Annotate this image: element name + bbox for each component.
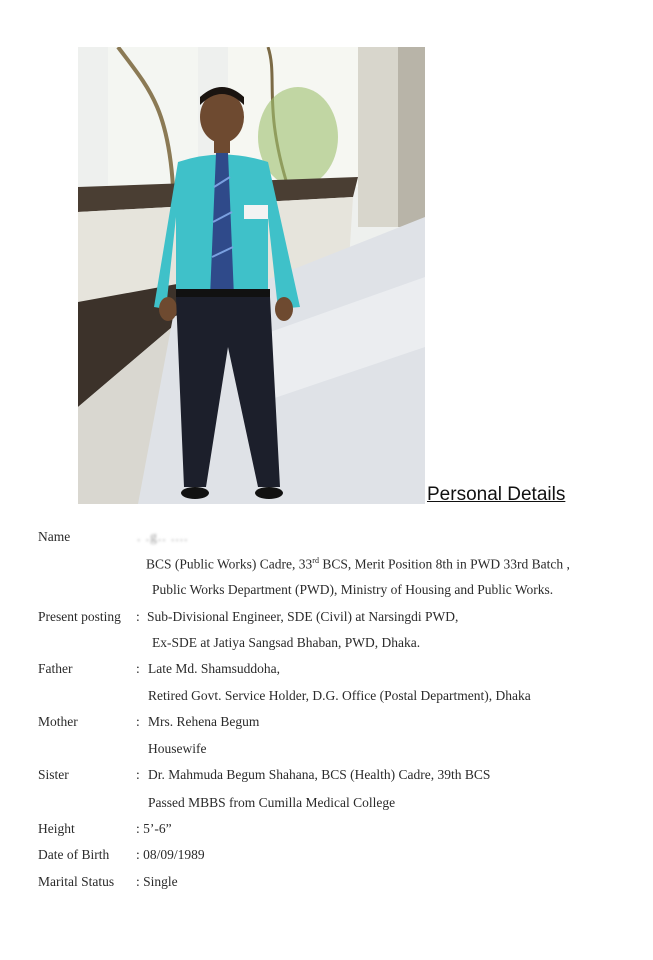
- posting-line-1: Sub-Divisional Engineer, SDE (Civil) at Narsingdi PWD,: [147, 609, 459, 624]
- dob-value: : 08/09/1989: [136, 847, 205, 862]
- mother-line-1: Mrs. Rehena Begum: [148, 714, 260, 729]
- father-line-1: Late Md. Shamsuddoha,: [148, 661, 280, 676]
- sister-colon: :: [136, 767, 140, 782]
- posting-label: Present posting: [38, 609, 121, 624]
- height-label: Height: [38, 821, 75, 836]
- section-heading: Personal Details: [427, 484, 566, 505]
- sister-label: Sister: [38, 767, 69, 782]
- mother-label: Mother: [38, 714, 78, 729]
- mother-colon: :: [136, 714, 140, 729]
- posting-line-2: Ex-SDE at Jatiya Sangsad Bhaban, PWD, Dhaka.: [152, 635, 421, 650]
- name-label: Name: [38, 529, 71, 544]
- cadre-text: BCS (Public Works) Cadre, 33: [146, 556, 313, 572]
- sister-line-1: Dr. Mahmuda Begum Shahana, BCS (Health) Cadre, 39th BCS: [148, 767, 491, 782]
- name-value: . .g.. ....: [137, 529, 189, 544]
- posting-colon: :: [136, 609, 140, 624]
- name-line-2: Public Works Department (PWD), Ministry of Housing and Public Works.: [152, 582, 554, 597]
- profile-photo: [78, 47, 425, 504]
- sister-line-2: Passed MBBS from Cumilla Medical College: [148, 795, 396, 810]
- mother-line-2: Housewife: [148, 741, 207, 756]
- dob-label: Date of Birth: [38, 847, 110, 862]
- name-line-1: [146, 556, 570, 573]
- cadre-ordinal: rd: [312, 556, 319, 565]
- marital-label: Marital Status: [38, 874, 115, 889]
- father-colon: :: [136, 661, 140, 676]
- father-label: Father: [38, 661, 73, 676]
- cadre-text-rest: BCS, Merit Position 8th in PWD 33rd Batch ,: [318, 556, 570, 572]
- height-value: : 5’-6”: [136, 821, 172, 836]
- marital-value: : Single: [136, 874, 178, 889]
- father-line-2: Retired Govt. Service Holder, D.G. Office (Postal Department), Dhaka: [148, 688, 531, 703]
